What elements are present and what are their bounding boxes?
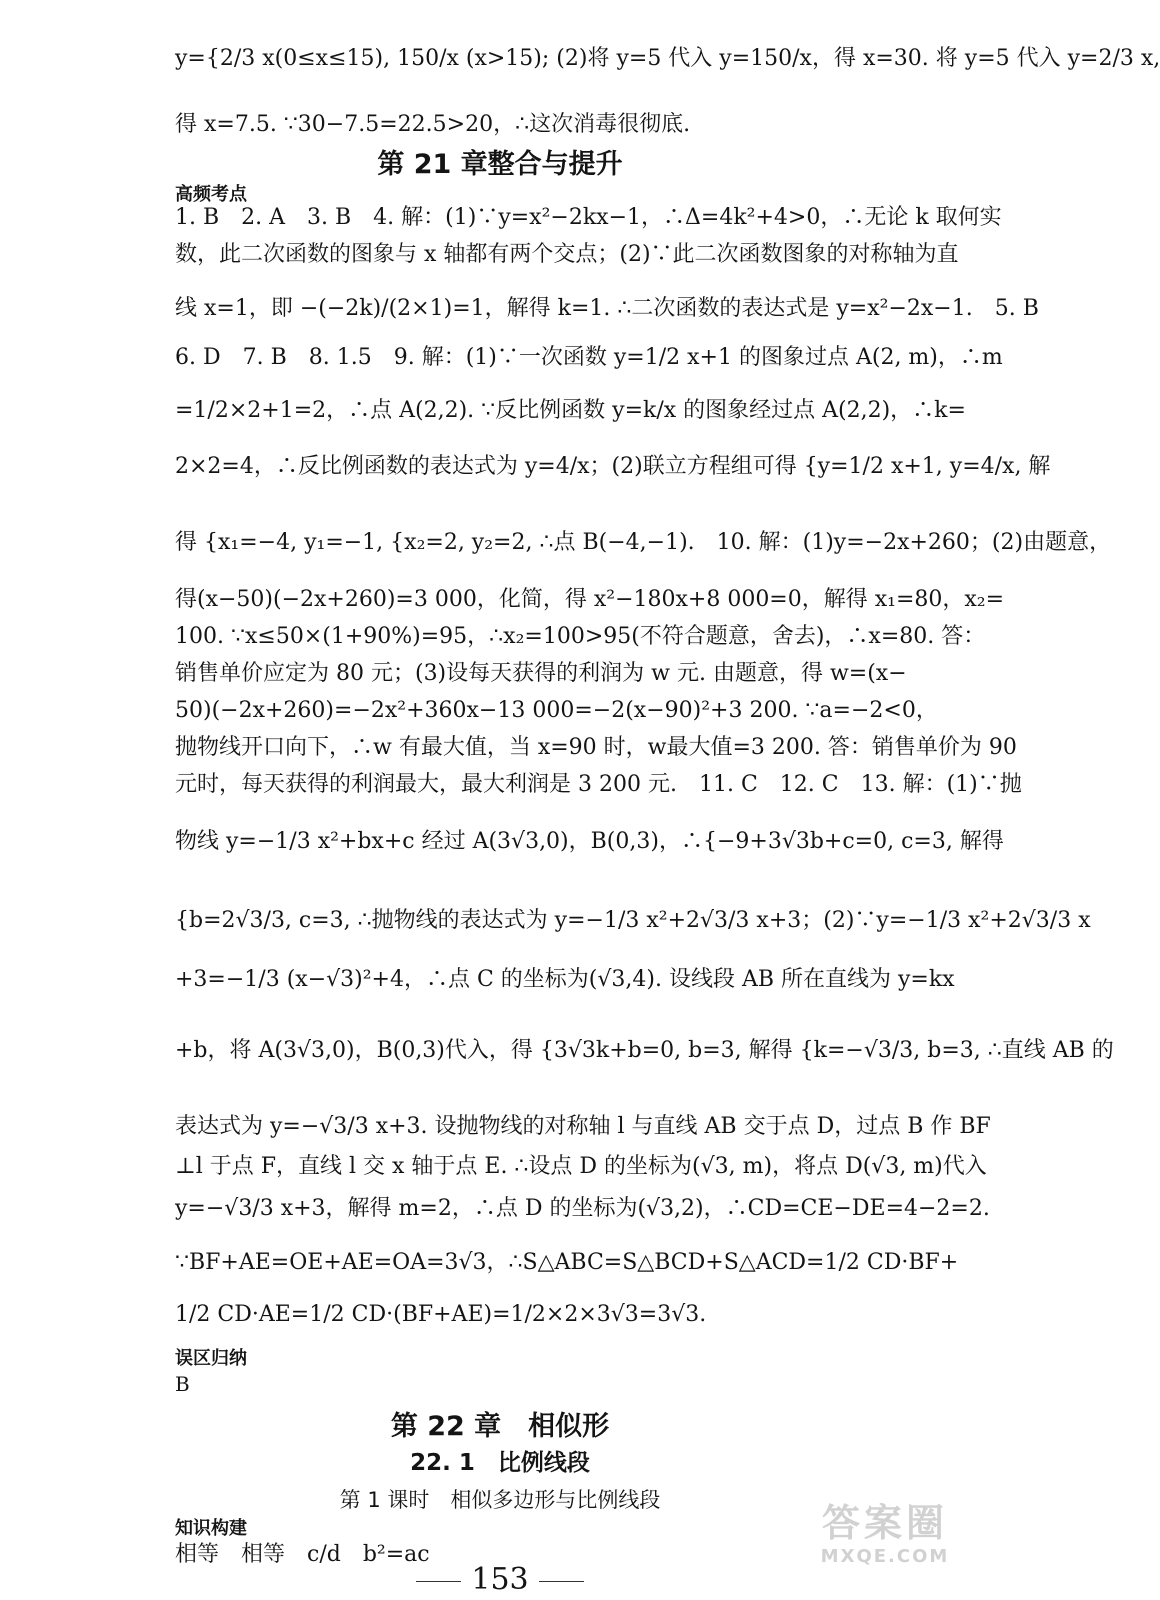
watermark-top-text: 答案圈: [821, 1501, 948, 1545]
text-line-20: 表达式为 y=−√3/3 x+3. 设抛物线的对称轴 l 与直线 AB 交于点 D，过点 B 作 BF: [175, 1114, 991, 1139]
knowledge-label: 知识构建: [175, 1518, 247, 1539]
text-line-1: y={2/3 x(0≤x≤15), 150/x (x>15); (2)将 y=5 代入 y=150/x，得 x=30. 将 y=5 代入 y=2/3 x,: [175, 46, 1160, 71]
text-line-14: 抛物线开口向下，∴w 有最大值，当 x=90 时，w最大值=3 200. 答：销售单价为 90: [175, 735, 1017, 760]
text-line-8: 2×2=4，∴反比例函数的表达式为 y=4/x；(2)联立方程组可得 {y=1/2 x+1, y=4/x, 解: [175, 454, 1051, 479]
text-line-12: 销售单价应定为 80 元；(3)设每天获得的利润为 w 元. 由题意，得 w=(x−: [175, 661, 907, 686]
text-line-21: ⊥l 于点 F，直线 l 交 x 轴于点 E. ∴设点 D 的坐标为(√3, m)，将点 D(√3, m)代入: [175, 1154, 987, 1179]
text-line-16: 物线 y=−1/3 x²+bx+c 经过 A(3√3,0)，B(0,3)，∴{−9+3√3b+c=0, c=3, 解得: [175, 829, 1004, 854]
text-line-19: +b，将 A(3√3,0)，B(0,3)代入，得 {3√3k+b=0, b=3, 解得 {k=−√3/3, b=3, ∴直线 AB 的: [175, 1038, 1114, 1063]
mistake-summary-label: 误区归纳: [175, 1348, 247, 1369]
watermark-logo: [790, 1500, 980, 1580]
text-line-25: 相等 相等 c/d b²=ac: [175, 1542, 430, 1567]
page-number-dash-right: [539, 1581, 584, 1582]
text-line-11: 100. ∵x≤50×(1+90%)=95，∴x₂=100>95(不符合题意，舍去)，∴x=80. 答：: [175, 624, 986, 649]
text-line-23: ∵BF+AE=OE+AE=OA=3√3，∴S△ABC=S△BCD+S△ACD=1/2 CD·BF+: [175, 1250, 959, 1275]
chapter-22-heading: 第 22 章 相似形: [390, 1411, 610, 1442]
frequent-points-label: 高频考点: [175, 184, 247, 205]
text-line-24: 1/2 CD·AE=1/2 CD·(BF+AE)=1/2×2×3√3=3√3.: [175, 1302, 707, 1327]
text-line-5: 线 x=1，即 −(−2k)/(2×1)=1，解得 k=1. ∴二次函数的表达式是 y=x²−2x−1. 5. B: [175, 296, 1039, 321]
text-line-9: 得 {x₁=−4, y₁=−1, {x₂=2, y₂=2, ∴点 B(−4,−1). 10. 解：(1)y=−2x+260；(2)由题意，: [175, 530, 1112, 555]
text-line-6: 6. D 7. B 8. 1.5 9. 解：(1)∵一次函数 y=1/2 x+1 的图象过点 A(2, m)，∴m: [175, 345, 1003, 370]
text-line-15: 元时，每天获得的利润最大，最大利润是 3 200 元. 11. C 12. C 13. 解：(1)∵抛: [175, 772, 1022, 797]
text-line-2: 得 x=7.5. ∵30−7.5=22.5>20，∴这次消毒很彻底.: [175, 112, 691, 137]
text-line-10: 得(x−50)(−2x+260)=3 000，化简，得 x²−180x+8 000=0，解得 x₁=80，x₂=: [175, 587, 1005, 612]
page-number-dash-left: [416, 1581, 461, 1582]
lesson-heading: 第 1 课时 相似多边形与比例线段: [339, 1488, 661, 1512]
page-number-text: 153: [471, 1562, 529, 1597]
section-heading: 22. 1 比例线段: [410, 1450, 590, 1476]
text-line-4: 数，此二次函数的图象与 x 轴都有两个交点；(2)∵此二次函数图象的对称轴为直: [175, 242, 959, 267]
mistake-answer: B: [175, 1372, 190, 1396]
watermark-bottom-text: MXQE.COM: [820, 1546, 950, 1567]
text-line-18: +3=−1/3 (x−√3)²+4，∴点 C 的坐标为(√3,4). 设线段 AB 所在直线为 y=kx: [175, 967, 955, 992]
chapter-21-heading: 第 21 章整合与提升: [377, 149, 623, 180]
text-line-3: 1. B 2. A 3. B 4. 解：(1)∵y=x²−2kx−1，∴Δ=4k²+4>0，∴无论 k 取何实: [175, 205, 1002, 230]
text-line-13: 50)(−2x+260)=−2x²+360x−13 000=−2(x−90)²+3 200. ∵a=−2<0，: [175, 698, 938, 723]
text-line-7: =1/2×2+1=2，∴点 A(2,2). ∵反比例函数 y=k/x 的图象经过点 A(2,2)，∴k=: [175, 398, 966, 423]
text-line-22: y=−√3/3 x+3，解得 m=2，∴点 D 的坐标为(√3,2)，∴CD=CE−DE=4−2=2.: [175, 1196, 990, 1221]
text-line-17: {b=2√3/3, c=3, ∴抛物线的表达式为 y=−1/3 x²+2√3/3 x+3；(2)∵y=−1/3 x²+2√3/3 x: [175, 908, 1091, 933]
